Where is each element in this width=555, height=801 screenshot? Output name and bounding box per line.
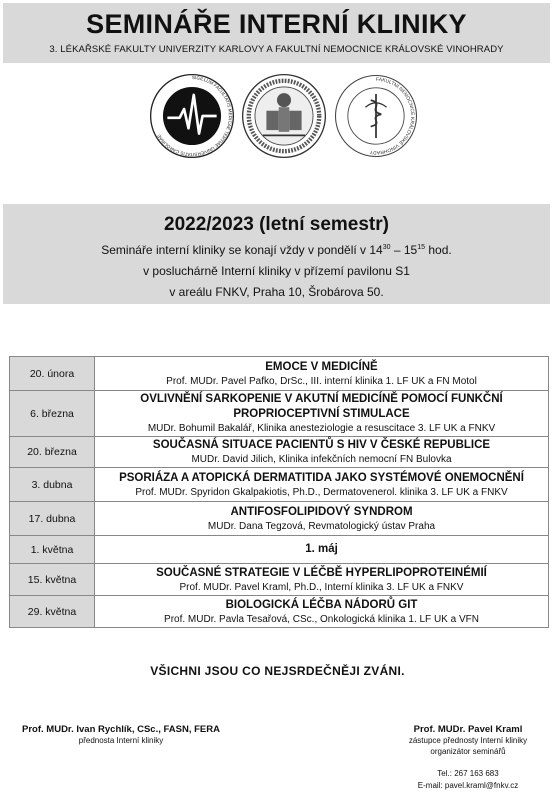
schedule-row [10,536,549,564]
schedule-date: 1. května [10,536,95,564]
talk-title: OVLIVNĚNÍ SARKOPENIE V AKUTNÍ MEDICÍNĚ POMOCÍ FUNKČNÍ PROPRIOCEPTIVNÍ STIMULACE [140,393,503,420]
talk-speaker: Prof. MUDr. Spyridon Gkalpakiotis, Ph.D., Dermatovenerol. klinika 3. LF UK a FNKV [135,486,508,498]
schedule-row [10,596,549,628]
page-title: SEMINÁŘE INTERNÍ KLINIKY [86,9,467,39]
schedule-date: 3. dubna [10,468,95,502]
talk-title: SOUČASNÉ STRATEGIE V LÉČBĚ HYPERLIPOPROTEINÉMIÍ [156,566,487,579]
talk-speaker: Prof. MUDr. Pavla Tesařová, CSc., Onkologická klinika 1. LF UK a VFN [164,613,479,625]
semester-time-line: Semináře interní kliniky se konají vždy v pondělí v $14^{30} - 15^{15}$ hod. [101,243,452,257]
talk-title: ANTIFOSFOLIPIDOVÝ SYNDROM [230,505,413,518]
contact-block [378,768,555,792]
contact-email[interactable]: E-mail: pavel.kraml@fnkv.cz [417,781,519,790]
semester-address-line: v areálu FNKV, Praha 10, Šrobárova 50. [169,285,384,299]
schedule-talk [95,564,549,596]
hospital-seal-icon [332,72,420,160]
schedule-date: 29. května [10,596,95,628]
talk-speaker: MUDr. David Jilich, Klinika infekčních nemocní FN Bulovka [191,454,452,465]
signature-role: zástupce přednosty Interní kliniky [408,736,528,745]
schedule-row [10,564,549,596]
logo-ring-text: FAKULTNÍ NEMOCNICE KRÁLOVSKÉ VINOHRADY [369,77,415,155]
schedule-talk [95,536,549,564]
schedule-row [10,468,549,502]
schedule-talk [95,468,549,502]
schedule-talk [95,596,549,628]
schedule-date: 17. dubna [10,502,95,536]
signature-name: Prof. MUDr. Pavel Kraml [413,724,523,735]
university-seal-icon [240,72,328,160]
talk-speaker: Prof. MUDr. Pavel Kraml, Ph.D., Interní klinika 3. LF UK a FNKV [179,581,464,593]
semester-venue-line: v posluchárně Interní kliniky v přízemí pavilonu S1 [143,264,410,278]
schedule-date: 6. března [10,391,95,437]
talk-title: BIOLOGICKÁ LÉČBA NÁDORŮ GIT [225,598,418,611]
semester-band [3,204,550,304]
schedule-date: 20. února [10,357,95,391]
schedule-date: 15. května [10,564,95,596]
header-band [3,3,550,63]
talk-title: 1. máj [305,543,338,555]
signature-role: přednosta Interní kliniky [78,736,164,745]
talk-title: PSORIÁZA A ATOPICKÁ DERMATITIDA JAKO SYSTÉMOVÉ ONEMOCNĚNÍ [119,471,524,484]
signature-right [378,724,555,757]
invitation-text: VŠICHNI JSOU CO NEJSRDEČNĚJI ZVÁNI. [150,664,405,678]
schedule-row [10,357,549,391]
schedule-date: 20. března [10,437,95,468]
signature-left [16,724,226,746]
signature-name: Prof. MUDr. Ivan Rychlík, CSc., FASN, FERA [22,724,220,735]
talk-title: SOUČASNÁ SITUACE PACIENTŮ S HIV V ČESKÉ REPUBLICE [152,439,491,451]
schedule-talk [95,391,549,437]
schedule-talk [95,437,549,468]
contact-phone: Tel.: 267 163 683 [437,769,499,778]
schedule-row [10,391,549,437]
schedule-talk [95,502,549,536]
page-subtitle: 3. LÉKAŘSKÉ FAKULTY UNIVERZITY KARLOVY A FAKULTNÍ NEMOCNICE KRÁLOVSKÉ VINOHRADY [49,44,504,55]
talk-speaker: MUDr. Dana Tegzová, Revmatologický ústav Praha [207,520,436,532]
talk-title: EMOCE V MEDICÍNĚ [265,360,378,373]
clinic-ecg-seal-icon [148,72,236,160]
schedule-table [9,356,549,628]
logo-ring-text: SIGILLUM FACULTATIS MEDICAE TERTIAE UNIVERSITATIS CAROLINAE [156,75,233,157]
talk-speaker: MUDr. Bohumil Bakalář, Klinika anesteziologie a resuscitace 3. LF UK a FNKV [147,423,496,434]
talk-speaker: Prof. MUDr. Pavel Pafko, DrSc., III. interní klinika 1. LF UK a FN Motol [166,375,477,387]
logo-row [0,72,555,172]
schedule-row [10,502,549,536]
schedule-talk [95,357,549,391]
schedule-row [10,437,549,468]
semester-year: 2022/2023 (letní semestr) [164,214,389,235]
signature-role: organizátor seminářů [430,747,506,756]
